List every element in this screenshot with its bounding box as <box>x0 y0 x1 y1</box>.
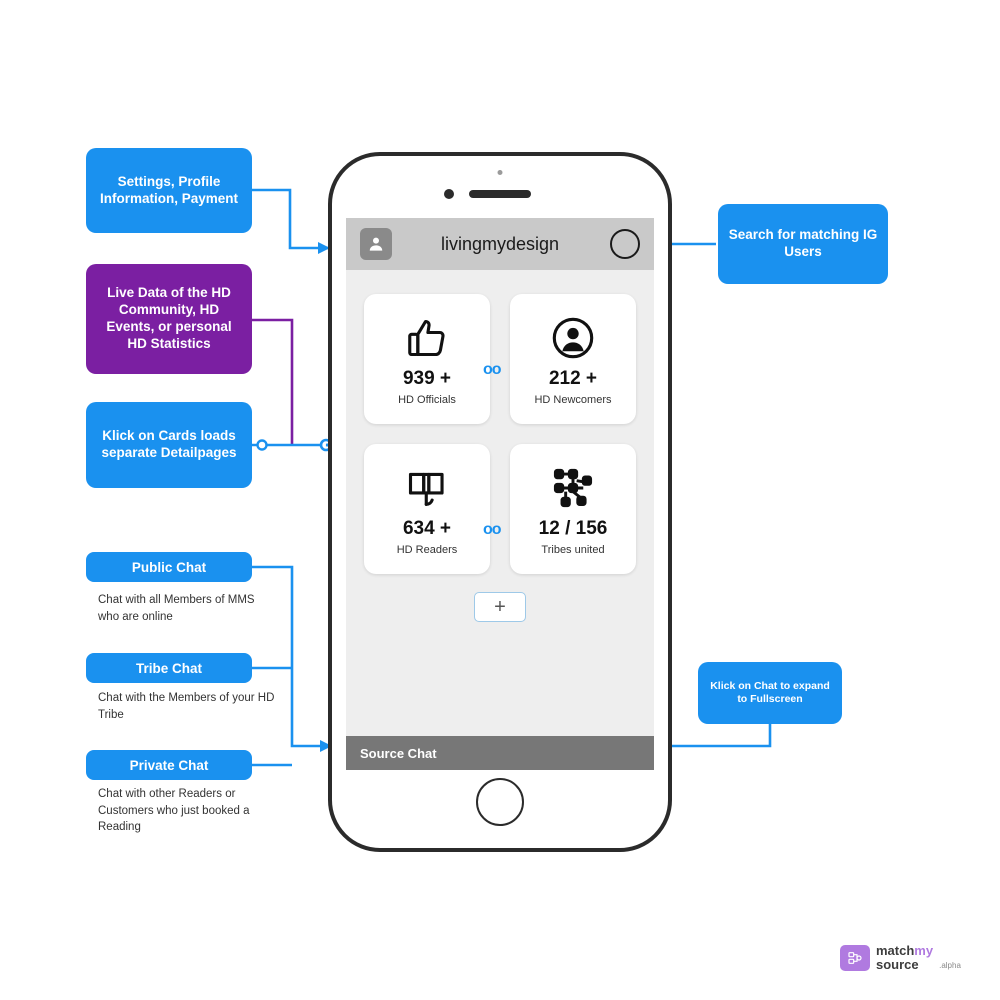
callout-cards <box>86 402 252 488</box>
legend-public-chat-description: Chat with all Members of MMS who are online <box>98 594 255 623</box>
card-hd-readers-value: 634 + <box>402 518 452 539</box>
card-hd-officials-value: 939 + <box>402 368 452 389</box>
legend-public-chat <box>86 552 252 582</box>
logo-text <box>876 944 933 971</box>
logo-line2: source <box>876 956 919 972</box>
card-tribes-united[interactable] <box>510 444 636 574</box>
app-screen <box>346 218 654 770</box>
logo-line1: match <box>876 943 915 958</box>
card-link-marker-bottom: oo <box>483 521 501 538</box>
card-link-marker-top: oo <box>483 361 501 378</box>
earpiece-speaker <box>469 190 531 198</box>
legend-tribe-chat <box>86 653 252 683</box>
source-chat-label: Source Chat <box>360 745 437 761</box>
card-hd-newcomers[interactable] <box>510 294 636 424</box>
card-hd-officials-label: HD Officials <box>398 394 456 406</box>
callout-settings <box>86 148 252 233</box>
source-chat-bar[interactable] <box>346 736 654 770</box>
callout-expand-chat <box>698 662 842 724</box>
thumbs-up-icon <box>405 312 449 364</box>
callout-expand-chat-text: Klick on Chat to expand to Fullscreen <box>710 679 830 705</box>
legend-tribe-chat-label: Tribe Chat <box>135 660 202 676</box>
network-nodes-icon <box>551 462 595 514</box>
legend-public-chat-label: Public Chat <box>131 559 207 575</box>
proximity-sensor-icon <box>498 170 503 175</box>
legend-private-chat-description: Chat with other Readers or Customers who just booked a Reading <box>98 788 250 834</box>
logo-line1-accent: my <box>914 943 934 958</box>
home-button[interactable] <box>476 778 524 826</box>
card-tribes-united-label: Tribes united <box>541 544 605 556</box>
card-hd-readers-label: HD Readers <box>396 544 458 556</box>
callout-search <box>718 204 888 284</box>
callout-search-text: Search for matching IG Users <box>728 227 878 259</box>
card-tribes-united-value: 12 / 156 <box>538 518 608 539</box>
card-hd-officials[interactable] <box>364 294 490 424</box>
legend-private-chat-label: Private Chat <box>129 757 209 773</box>
profile-avatar-button[interactable] <box>360 228 392 260</box>
person-icon <box>366 234 386 254</box>
search-users-button[interactable] <box>610 229 640 259</box>
app-header <box>346 218 654 270</box>
callout-live-data <box>86 264 252 374</box>
logo-alpha-suffix: .alpha <box>939 961 961 971</box>
brand-logo <box>840 944 961 971</box>
legend-tribe-chat-description: Chat with the Members of your HD Tribe <box>98 692 275 721</box>
card-hd-newcomers-label: HD Newcomers <box>534 394 612 406</box>
person-circle-icon <box>551 312 595 364</box>
card-hd-readers[interactable] <box>364 444 490 574</box>
front-camera-icon <box>444 189 454 199</box>
logo-mark-icon <box>840 945 870 971</box>
open-book-icon <box>405 462 449 514</box>
callout-settings-text: Settings, Profile Information, Payment <box>99 173 239 206</box>
callout-live-data-text: Live Data of the HD Community, HD Events, or personal HD Statistics <box>106 285 232 351</box>
legend-private-chat <box>86 750 252 780</box>
card-hd-newcomers-value: 212 + <box>548 368 598 389</box>
callout-cards-text: Klick on Cards loads separate Detailpages <box>101 428 237 460</box>
phone-mockup <box>328 152 672 852</box>
add-card-button[interactable]: + <box>474 592 526 622</box>
app-title: livingmydesign <box>440 233 560 254</box>
